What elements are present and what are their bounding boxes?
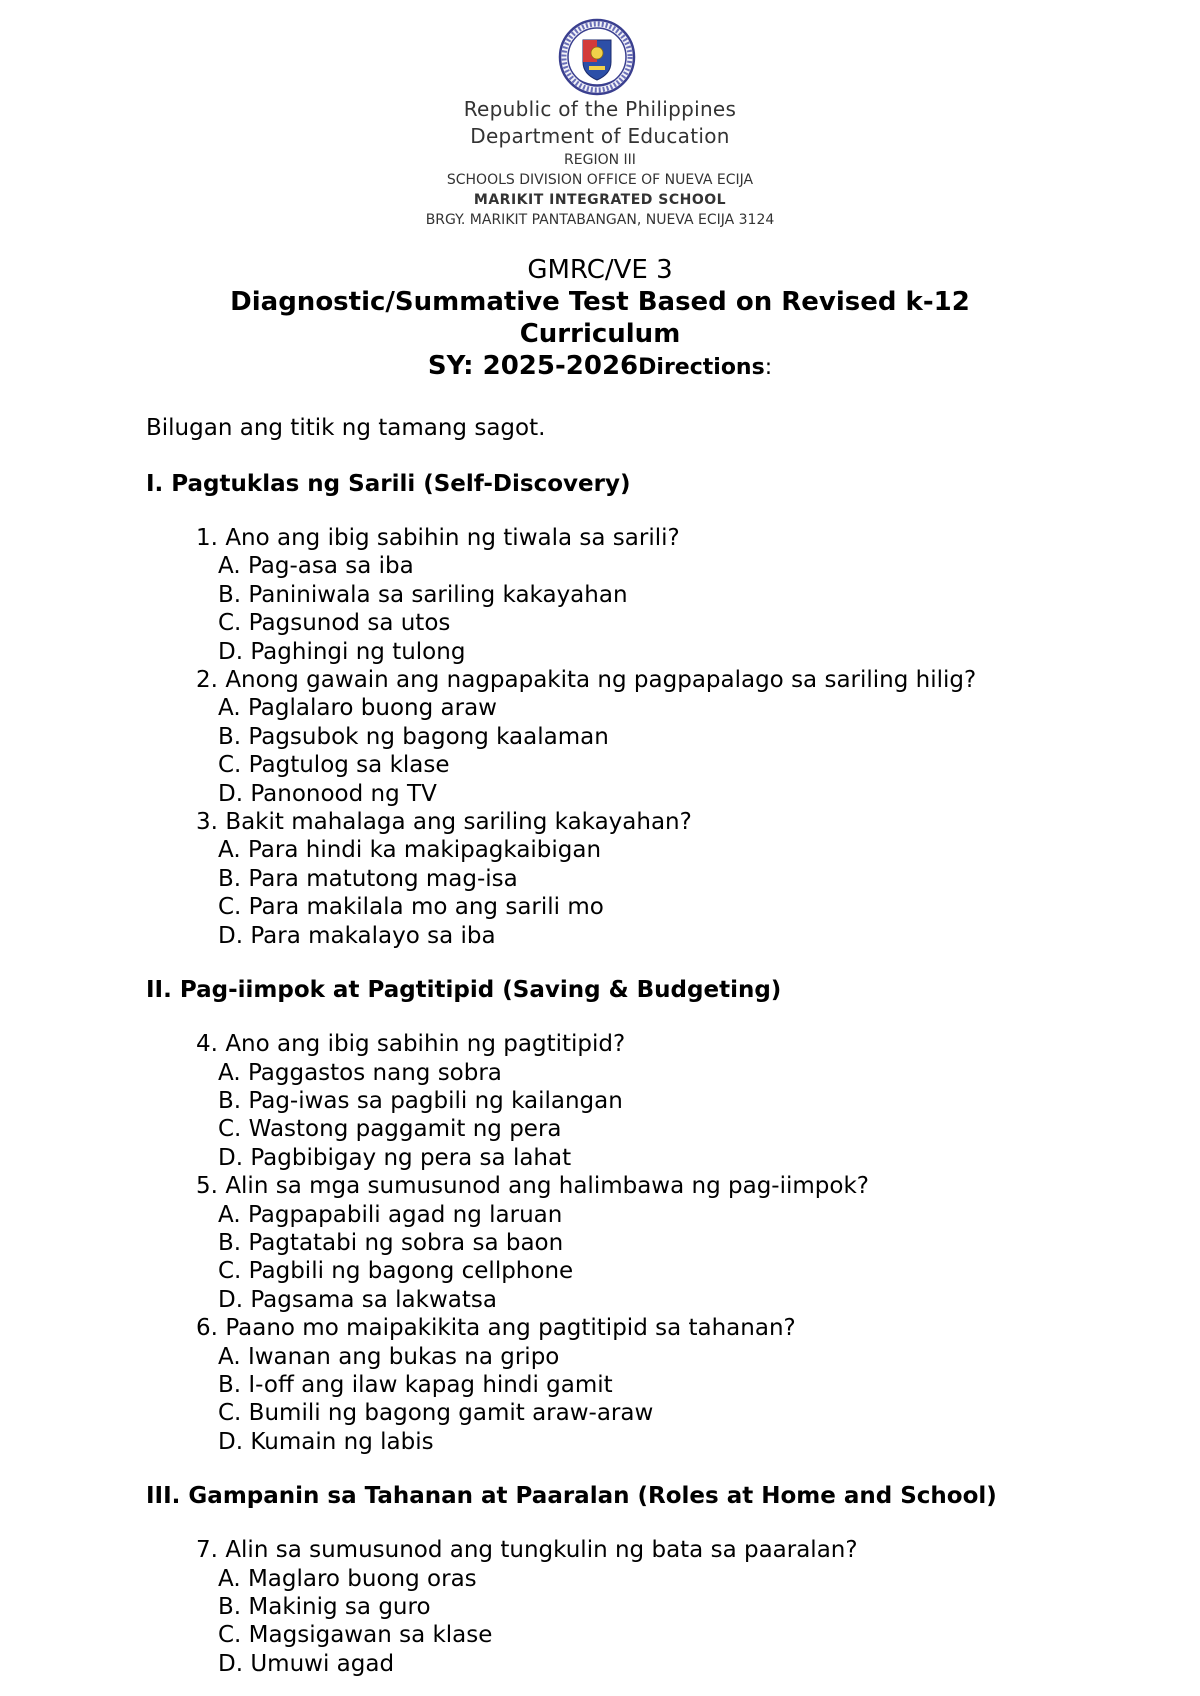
instruction: Bilugan ang titik ng tamang sagot.: [146, 415, 546, 441]
answer-choice[interactable]: D. Kumain ng labis: [218, 1428, 434, 1455]
question-text: Bakit mahalaga ang sariling kakayahan?: [225, 809, 692, 836]
question-text: Alin sa sumusunod ang tungkulin ng bata sa paaralan?: [225, 1537, 858, 1564]
answer-choice[interactable]: B. Makinig sa guro: [218, 1594, 431, 1620]
question-line: [146, 524, 1146, 552]
school-year: SY: 2025-2026: [427, 351, 639, 381]
section-heading: I. Pagtuklas ng Sarili (Self-Discovery): [146, 471, 631, 497]
question-number: 2.: [196, 667, 218, 694]
question-item: [146, 1030, 1146, 1172]
question-number: 6.: [196, 1315, 218, 1342]
test-title: [0, 254, 1200, 384]
question-line: [146, 1314, 1146, 1342]
answer-choice[interactable]: C. Pagbili ng bagong cellphone: [218, 1258, 574, 1285]
question-text: Ano ang ibig sabihin ng pagtitipid?: [225, 1031, 626, 1058]
answer-choice[interactable]: B. Paniniwala sa sariling kakayahan: [218, 581, 628, 608]
question-text: Ano ang ibig sabihin ng tiwala sa sarili?: [225, 525, 680, 551]
answer-choice[interactable]: A. Maglaro buong oras: [218, 1565, 477, 1592]
answer-choice[interactable]: C. Para makilala mo ang sarili mo: [218, 894, 604, 921]
question-number: 7.: [196, 1537, 218, 1564]
answer-choice[interactable]: A. Paglalaro buong araw: [218, 695, 497, 722]
answer-choice[interactable]: D. Umuwi agad: [218, 1650, 395, 1677]
department-line: Department of Education: [470, 124, 730, 148]
republic-line: Republic of the Philippines: [463, 97, 737, 121]
question-number-spacer: [218, 524, 225, 552]
answer-choice[interactable]: A. Para hindi ka makipagkaibigan: [218, 837, 602, 864]
answer-choice[interactable]: B. Para matutong mag-isa: [218, 865, 518, 892]
school-year-line: [0, 350, 1200, 384]
answer-choice[interactable]: B. Pagsubok ng bagong kaalaman: [218, 723, 609, 750]
test-title-line2: Curriculum: [519, 319, 681, 349]
question-item: [146, 524, 1146, 666]
question-number-spacer: [218, 808, 225, 836]
directions-label: Directions: [638, 355, 765, 380]
test-title-line1: Diagnostic/Summative Test Based on Revised k-12: [230, 287, 970, 317]
answer-choice[interactable]: A. Pagpapabili agad ng laruan: [218, 1201, 563, 1228]
question-line: [146, 808, 1146, 836]
answer-choice[interactable]: A. Pag-asa sa iba: [218, 553, 414, 580]
section-gap: [146, 950, 1146, 974]
answer-choice[interactable]: C. Bumili ng bagong gamit araw-araw: [218, 1400, 654, 1427]
question-text: Alin sa mga sumusunod ang halimbawa ng pag-iimpok?: [225, 1173, 869, 1200]
school-address: BRGY. MARIKIT PANTABANGAN, NUEVA ECIJA 3124: [425, 212, 775, 228]
letterhead: [0, 96, 1200, 230]
answer-choice[interactable]: D. Panonood ng TV: [218, 780, 437, 807]
question-line: [146, 1172, 1146, 1200]
answer-choice[interactable]: B. Pagtatabi ng sobra sa baon: [218, 1229, 564, 1256]
question-item: [146, 808, 1146, 950]
question-text: Paano mo maipakikita ang pagtitipid sa tahanan?: [225, 1315, 796, 1342]
answer-choice[interactable]: D. Pagsama sa lakwatsa: [218, 1286, 497, 1313]
answer-choice[interactable]: B. Pag-iwas sa pagbili ng kailangan: [218, 1087, 623, 1114]
question-number: 1.: [196, 525, 218, 551]
question-item: [146, 1172, 1146, 1314]
section-heading: II. Pag-iimpok at Pagtitipid (Saving & Budgeting): [146, 977, 782, 1004]
answer-choice[interactable]: C. Wastong paggamit ng pera: [218, 1116, 562, 1143]
question-number-spacer: [218, 1030, 225, 1058]
answer-choice[interactable]: A. Paggastos nang sobra: [218, 1059, 502, 1086]
test-body: [146, 412, 1146, 1678]
question-line: [146, 1030, 1146, 1058]
answer-choice[interactable]: A. Iwanan ang bukas na gripo: [218, 1343, 560, 1370]
question-number-spacer: [218, 1314, 225, 1342]
question-number: 4.: [196, 1031, 218, 1058]
question-line: [146, 1536, 1146, 1564]
division-line: SCHOOLS DIVISION OFFICE OF NUEVA ECIJA: [446, 172, 754, 188]
section-gap: [146, 1456, 1146, 1480]
answer-choice[interactable]: D. Para makalayo sa iba: [218, 922, 496, 949]
question-number-spacer: [218, 1536, 225, 1564]
directions-colon: :: [764, 355, 773, 380]
answer-choice[interactable]: D. Paghingi ng tulong: [218, 638, 466, 665]
question-number: 5.: [196, 1173, 218, 1200]
answer-choice[interactable]: B. I-off ang ilaw kapag hindi gamit: [218, 1371, 613, 1398]
question-line: [146, 666, 1146, 694]
answer-choice[interactable]: C. Pagsunod sa utos: [218, 610, 451, 637]
section-heading: III. Gampanin sa Tahanan at Paaralan (Roles at Home and School): [146, 1483, 997, 1510]
answer-choice[interactable]: C. Magsigawan sa klase: [218, 1622, 493, 1649]
question-number-spacer: [218, 1172, 225, 1200]
subject-title: GMRC/VE 3: [527, 255, 673, 285]
question-text: Anong gawain ang nagpapakita ng pagpapalago sa sariling hilig?: [225, 667, 977, 694]
question-item: [146, 1536, 1146, 1678]
question-item: [146, 666, 1146, 808]
answer-choice[interactable]: D. Pagbibigay ng pera sa lahat: [218, 1144, 572, 1171]
region-line: REGION III: [564, 152, 636, 168]
question-number-spacer: [218, 666, 225, 694]
deped-seal-icon: [549, 18, 645, 96]
school-name: MARIKIT INTEGRATED SCHOOL: [473, 192, 727, 208]
question-number: 3.: [196, 809, 218, 836]
answer-choice[interactable]: C. Pagtulog sa klase: [218, 752, 450, 779]
question-item: [146, 1314, 1146, 1456]
